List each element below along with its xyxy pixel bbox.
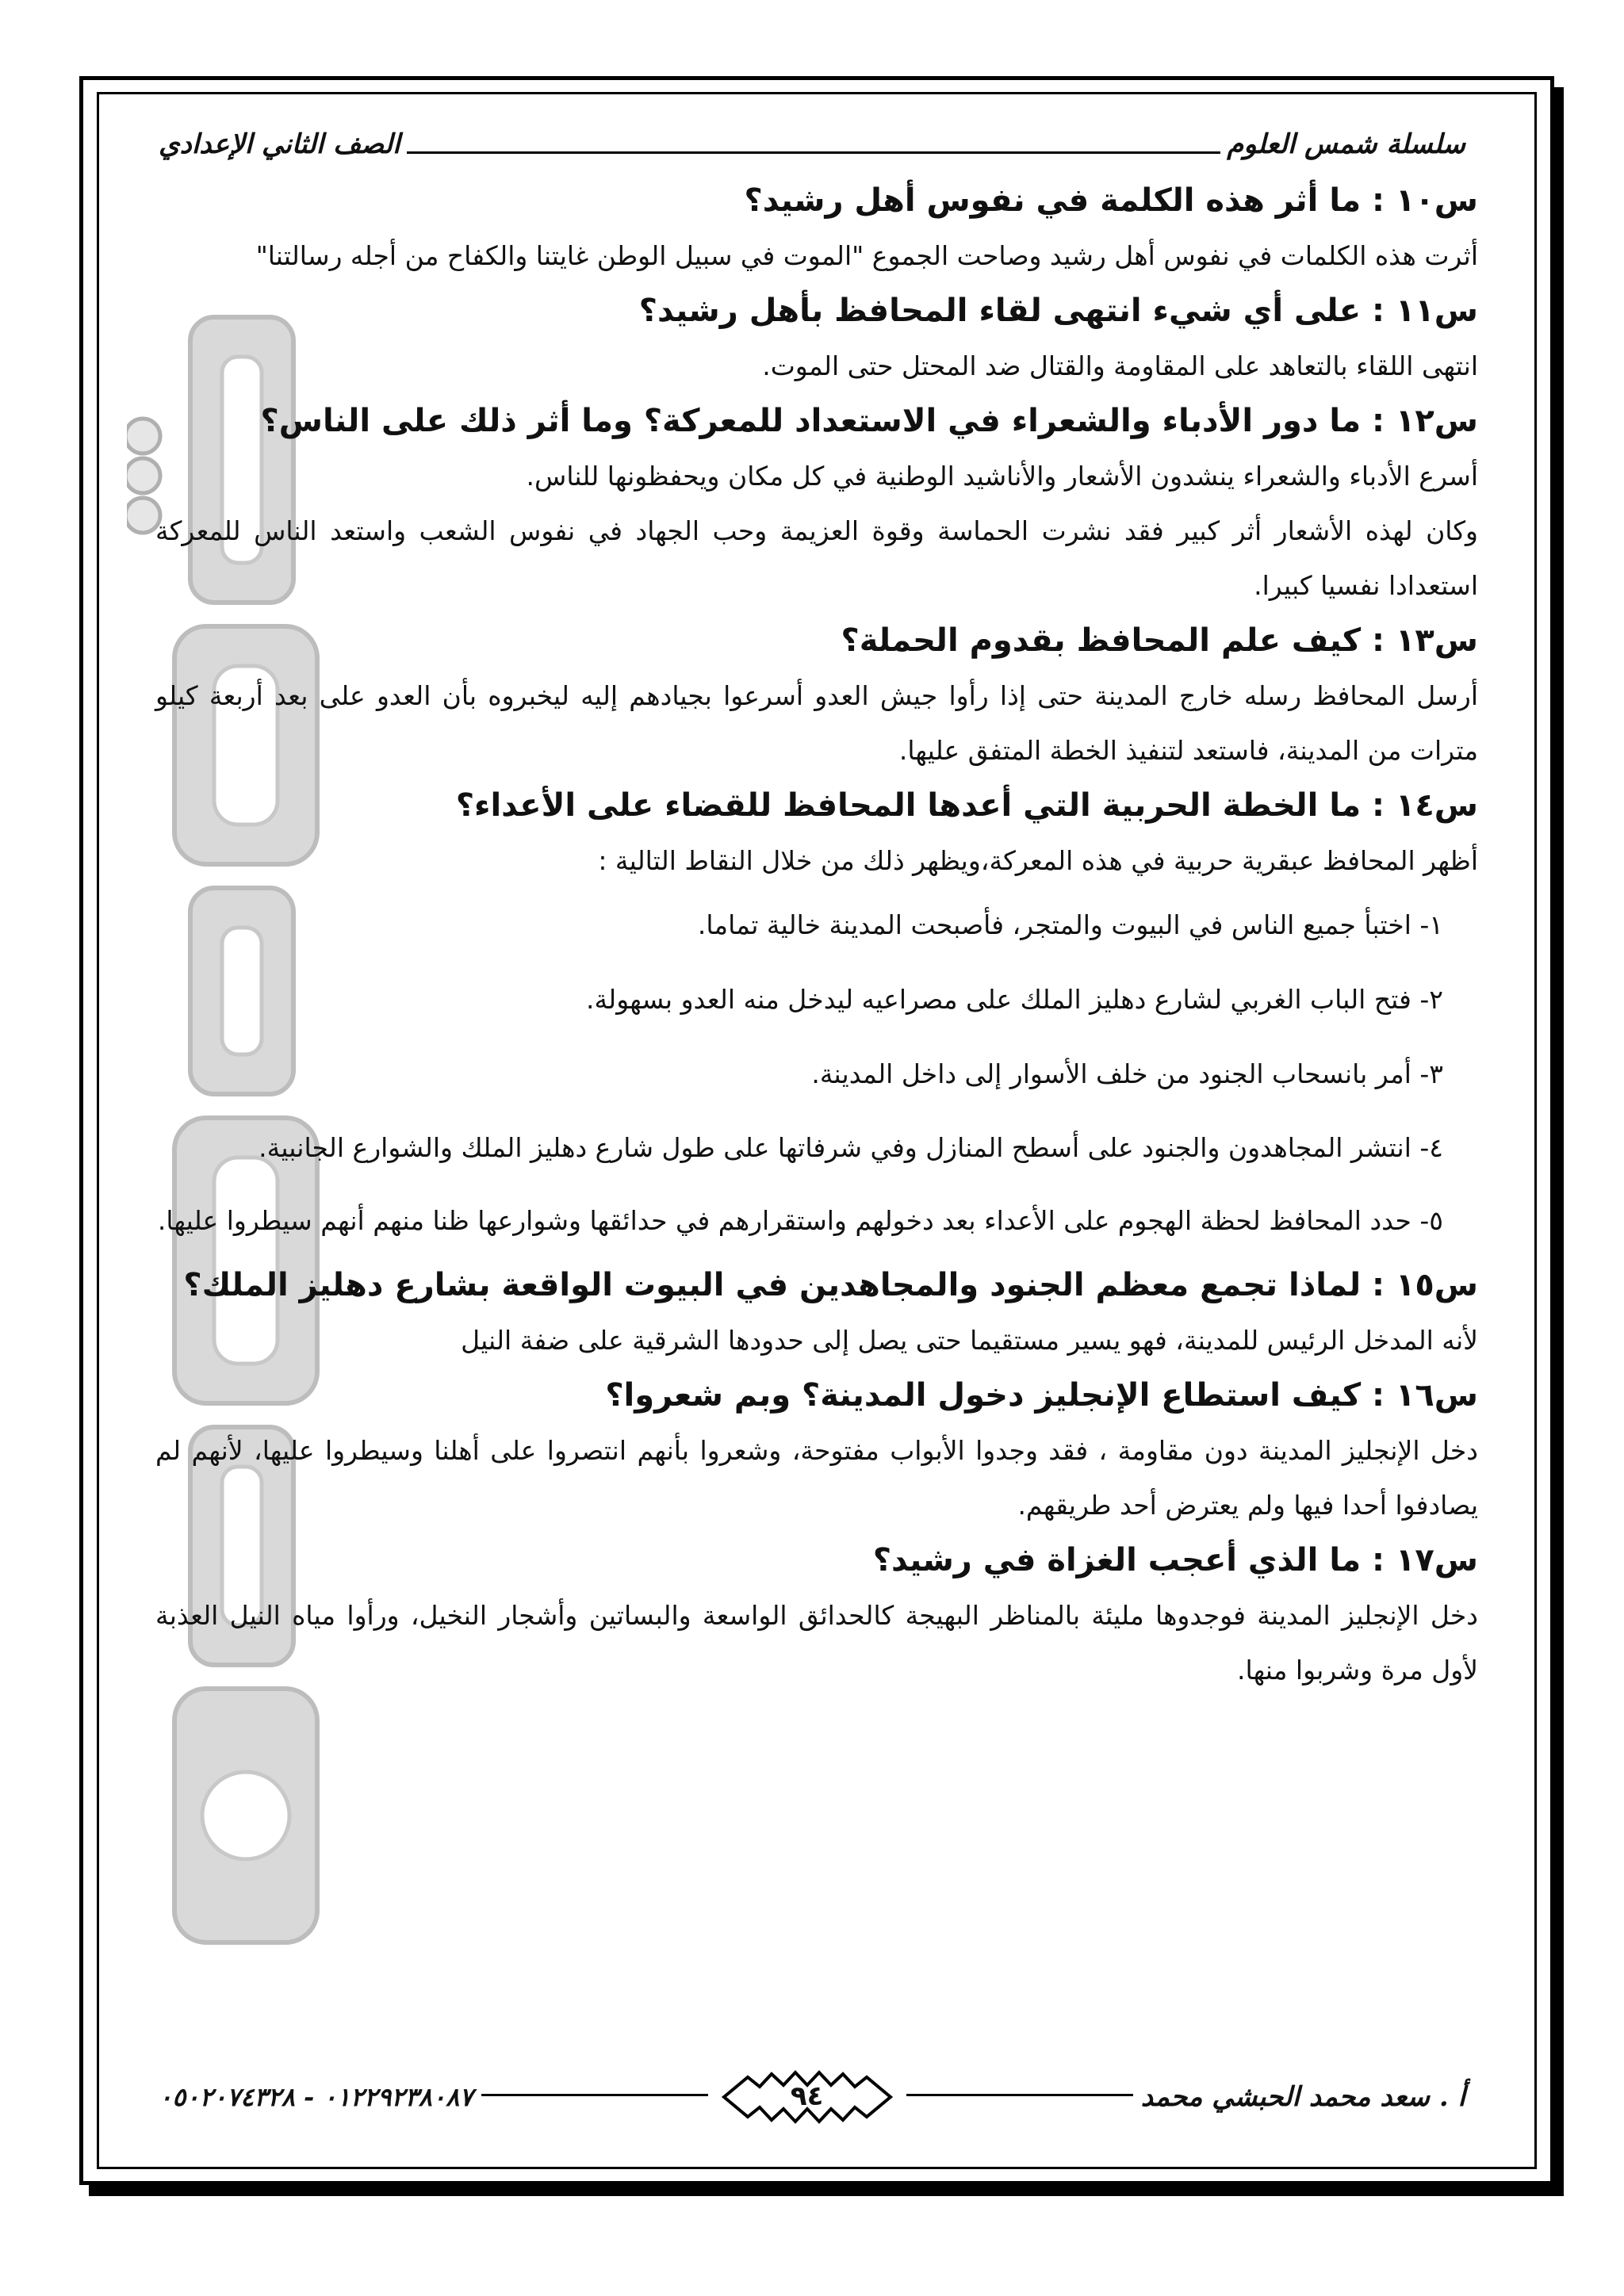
question-16: س١٦ : كيف استطاع الإنجليز دخول المدينة؟ وبم شعروا؟	[605, 1377, 1478, 1414]
footer-rule-left	[481, 2093, 708, 2096]
question-17: س١٧ : ما الذي أعجب الغزاة في رشيد؟	[872, 1542, 1478, 1578]
question-12: س١٢ : ما دور الأدباء والشعراء في الاستعداد للمعركة؟ وما أثر ذلك على الناس؟	[260, 403, 1478, 439]
question-14: س١٤ : ما الخطة الحربية التي أعدها المحافظ للقضاء على الأعداء؟	[455, 787, 1478, 824]
answer-10: أثرت هذه الكلمات في نفوس أهل رشيد وصاحت الجموع "الموت في سبيل الوطن غايتنا والكفاح من أجله رسالتنا"	[255, 240, 1478, 271]
header-rule	[407, 151, 1221, 154]
question-text: كيف علم المحافظ بقدوم الحملة؟	[841, 622, 1362, 659]
phone-numbers: ٠١٢٢٩٢٣٨٠٨٧ - ٠٥٠٢٠٧٤٣٢٨	[159, 2082, 473, 2112]
series-title: سلسلة شمس العلوم	[1227, 128, 1465, 160]
answer-16: دخل الإنجليز المدينة دون مقاومة ، فقد وجدوا الأبواب مفتوحة، وشعروا بأنهم انتصروا على أهلنا وسيطروا عليها، لأنهم لم يصادفوا أحدا فيها ولم يعترض أحد طريقهم.	[155, 1435, 1478, 1521]
answer-14-point-2: ٢- فتح الباب الغربي لشارع دهليز الملك على مصراعيه ليدخل منه العدو بسهولة.	[585, 984, 1443, 1015]
question-text: ما الذي أعجب الغزاة في رشيد؟	[872, 1542, 1362, 1578]
answer-14-intro: أظهر المحافظ عبقرية حربية في هذه المعركة،ويظهر ذلك من خلال النقاط التالية :	[598, 845, 1478, 876]
question-number: س١٣	[1395, 622, 1478, 659]
page-header	[159, 113, 1465, 160]
answer-13: أرسل المحافظ رسله خارج المدينة حتى إذا رأوا جيش العدو أسرعوا بجيادهم إليه ليخبروه بأن العدو على بعد أربعة كيلو مترات من المدينة، فاستعد لتنفيذ الخطة المتفق عليها.	[155, 680, 1478, 766]
answer-14-point-4: ٤- انتشر المجاهدون والجنود على أسطح المنازل وفي شرفاتها على طول شارع دهليز الملك والشوارع الجانبية.	[259, 1132, 1443, 1163]
answer-14-point-3: ٣- أمر بانسحاب الجنود من خلف الأسوار إلى داخل المدينة.	[811, 1058, 1443, 1089]
question-number: س١٤	[1395, 787, 1478, 824]
answer-14-point-5: ٥- حدد المحافظ لحظة الهجوم على الأعداء بعد دخولهم واستقرارهم في حدائقها وشوارعها ظنا منهم أنهم سيطروا عليها.	[157, 1205, 1443, 1236]
page-footer	[159, 2069, 1465, 2125]
page-number: ٩٤	[790, 2080, 824, 2112]
question-number: س١٠	[1395, 182, 1478, 219]
qa-content	[155, 173, 1478, 1697]
grade-label: الصف الثاني الإعدادي	[159, 128, 400, 160]
answer-12-part-2: وكان لهذه الأشعار أثر كبير فقد نشرت الحماسة وقوة العزيمة وحب الجهاد في نفوس الشعب واستعد الناس للمعركة استعدادا نفسيا كبيرا.	[155, 515, 1478, 601]
question-number: س١٢	[1395, 403, 1478, 439]
question-15: س١٥ : لماذا تجمع معظم الجنود والمجاهدين في البيوت الواقعة بشارع دهليز الملك؟	[183, 1267, 1478, 1303]
question-10: س١٠ : ما أثر هذه الكلمة في نفوس أهل رشيد؟	[744, 182, 1478, 219]
question-number: س١١	[1395, 293, 1478, 329]
question-text: ما أثر هذه الكلمة في نفوس أهل رشيد؟	[744, 182, 1362, 219]
question-text: ما الخطة الحربية التي أعدها المحافظ للقضاء على الأعداء؟	[455, 787, 1362, 824]
author-name: أ . سعد محمد الحبشي محمد	[1140, 2081, 1465, 2113]
page-number-badge	[716, 2069, 898, 2125]
question-text: لماذا تجمع معظم الجنود والمجاهدين في البيوت الواقعة بشارع دهليز الملك؟	[183, 1267, 1362, 1303]
question-11: س١١ : على أي شيء انتهى لقاء المحافظ بأهل رشيد؟	[638, 293, 1478, 329]
question-number: س١٦	[1395, 1377, 1478, 1414]
question-number: س١٥	[1395, 1267, 1478, 1303]
answer-15: لأنه المدخل الرئيس للمدينة، فهو يسير مستقيما حتى يصل إلى حدودها الشرقية على ضفة النيل	[461, 1325, 1478, 1356]
footer-rule-right	[906, 2093, 1133, 2096]
question-text: كيف استطاع الإنجليز دخول المدينة؟ وبم شعروا؟	[605, 1377, 1362, 1414]
answer-12-part-1: أسرع الأدباء والشعراء ينشدون الأشعار والأناشيد الوطنية في كل مكان ويحفظونها للناس.	[526, 461, 1478, 492]
question-13: س١٣ : كيف علم المحافظ بقدوم الحملة؟	[841, 622, 1478, 659]
answer-11: انتهى اللقاء بالتعاهد على المقاومة والقتال ضد المحتل حتى الموت.	[762, 350, 1478, 381]
question-text: ما دور الأدباء والشعراء في الاستعداد للمعركة؟ وما أثر ذلك على الناس؟	[260, 403, 1362, 439]
question-text: على أي شيء انتهى لقاء المحافظ بأهل رشيد؟	[638, 293, 1362, 329]
answer-17: دخل الإنجليز المدينة فوجدوها مليئة بالمناظر البهيجة كالحدائق الواسعة والبساتين وأشجار النخيل، ورأوا مياه النيل العذبة لأول مرة وشربوا منها.	[155, 1600, 1478, 1686]
answer-14-point-1: ١- اختبأ جميع الناس في البيوت والمتجر، فأصبحت المدينة خالية تماما.	[697, 909, 1443, 940]
question-number: س١٧	[1395, 1542, 1478, 1578]
